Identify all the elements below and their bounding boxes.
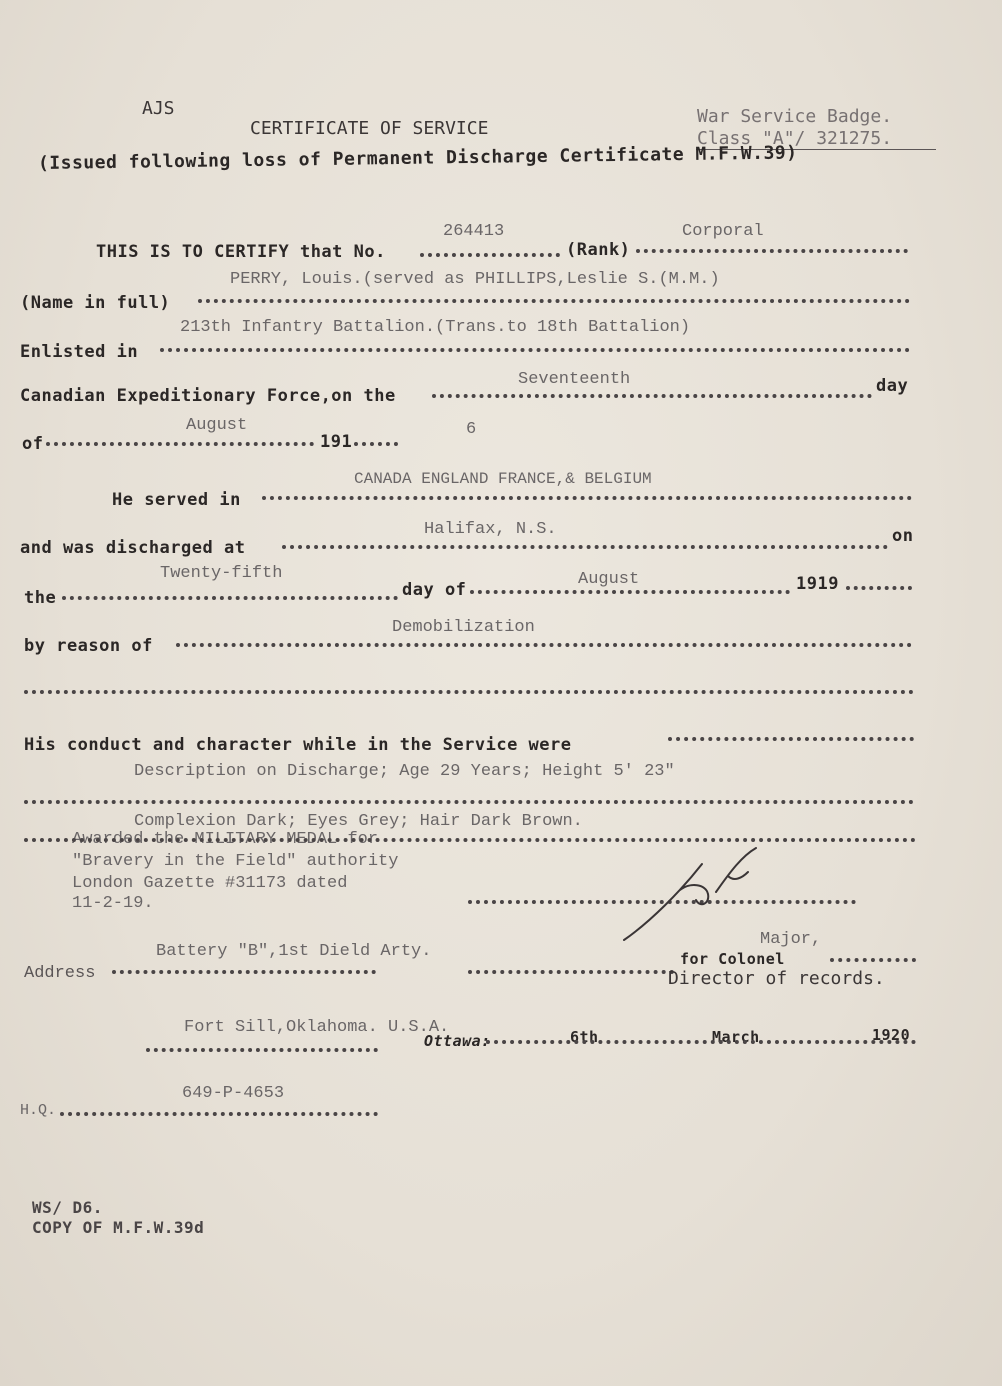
dotted-leader bbox=[24, 838, 916, 842]
footer-line-1: WS/ D6. bbox=[32, 1198, 103, 1217]
enlist-day: Seventeenth bbox=[518, 370, 631, 389]
dotted-leader bbox=[468, 970, 674, 974]
discharge-month: August bbox=[578, 570, 640, 589]
address-line-2: Fort Sill,Oklahoma. U.S.A. bbox=[184, 1018, 450, 1037]
discharge-day: Twenty-fifth bbox=[160, 564, 283, 583]
complexion: Complexion Dark; Eyes Grey; Hair Dark Brown. bbox=[134, 812, 583, 831]
dotted-leader bbox=[354, 442, 398, 446]
enlisted-unit: 213th Infantry Battalion.(Trans.to 18th Battalion) bbox=[180, 318, 691, 337]
award-line-1: Awarded the MILITARY MEDAL for bbox=[72, 830, 379, 849]
dotted-leader bbox=[112, 970, 376, 974]
rank-value: Corporal bbox=[682, 222, 764, 241]
discharged-label: and was discharged at bbox=[20, 538, 246, 558]
cef-label: Canadian Expeditionary Force,on the bbox=[20, 386, 396, 406]
file-number: 649-P-4653 bbox=[182, 1084, 285, 1103]
dotted-leader bbox=[176, 643, 912, 647]
day-of-label: day of bbox=[402, 580, 467, 600]
badge-line-1: War Service Badge. bbox=[697, 106, 893, 127]
dotted-leader bbox=[62, 596, 398, 600]
award-line-2: "Bravery in the Field" authority bbox=[72, 852, 399, 871]
discharge-reason: Demobilization bbox=[392, 618, 535, 637]
dotted-leader bbox=[60, 1112, 378, 1116]
issue-day: 6th bbox=[570, 1028, 599, 1046]
dotted-leader bbox=[262, 496, 912, 500]
officer-signature bbox=[610, 842, 780, 952]
of-label: of bbox=[22, 434, 44, 454]
award-line-3: London Gazette #31173 dated bbox=[72, 874, 348, 893]
discharged-at: Halifax, N.S. bbox=[424, 520, 557, 539]
typist-initials: AJS bbox=[142, 98, 175, 119]
name-label: (Name in full) bbox=[20, 293, 171, 313]
director-of-records: Director of records. bbox=[668, 968, 885, 989]
dotted-leader bbox=[830, 958, 916, 962]
served-label: He served in bbox=[112, 490, 241, 510]
issue-place: Ottawa: bbox=[424, 1032, 491, 1050]
hq-label: H.Q. bbox=[20, 1102, 57, 1119]
reason-label: by reason of bbox=[24, 636, 153, 656]
discharge-year: 1919 bbox=[796, 574, 839, 594]
dotted-leader bbox=[846, 586, 912, 590]
badge-line-2: Class "A"/ 321275. bbox=[697, 128, 893, 149]
dotted-leader bbox=[160, 348, 910, 352]
dotted-leader bbox=[668, 737, 914, 741]
dotted-leader bbox=[470, 590, 790, 594]
dotted-leader bbox=[282, 545, 888, 549]
day-label: day bbox=[876, 376, 909, 396]
enlist-month: August bbox=[186, 416, 248, 435]
on-label: on bbox=[892, 526, 914, 546]
for-colonel: for Colonel bbox=[680, 950, 785, 968]
year-prefix: 191 bbox=[320, 432, 353, 452]
enlisted-label: Enlisted in bbox=[20, 342, 139, 362]
full-name: PERRY, Louis.(served as PHILLIPS,Leslie S.(M.M.) bbox=[230, 270, 720, 289]
dotted-leader bbox=[24, 690, 914, 694]
issue-month: March bbox=[712, 1028, 760, 1046]
rank-label: (Rank) bbox=[566, 240, 631, 260]
issue-year: 1920 bbox=[872, 1026, 911, 1044]
issued-note: (Issued following loss of Permanent Discharge Certificate M.F.W.39) bbox=[37, 142, 798, 174]
conduct-label: His conduct and character while in the Service were bbox=[24, 735, 572, 755]
signer-rank: Major, bbox=[760, 930, 822, 949]
dotted-leader bbox=[46, 442, 314, 446]
address-line-1: Battery "B",1st Dield Arty. bbox=[156, 942, 432, 961]
the-label: the bbox=[24, 588, 57, 608]
dotted-leader bbox=[146, 1048, 378, 1052]
service-number: 264413 bbox=[443, 222, 505, 241]
dotted-leader bbox=[24, 800, 914, 804]
footer-line-2: COPY OF M.F.W.39d bbox=[32, 1218, 205, 1237]
document-title: CERTIFICATE OF SERVICE bbox=[250, 118, 489, 139]
dotted-leader bbox=[486, 1040, 916, 1044]
dotted-leader bbox=[432, 394, 872, 398]
certify-label: THIS IS TO CERTIFY that No. bbox=[96, 242, 386, 262]
served-in: CANADA ENGLAND FRANCE,& BELGIUM bbox=[354, 470, 652, 488]
award-line-4: 11-2-19. bbox=[72, 894, 154, 913]
dotted-leader bbox=[420, 253, 560, 257]
dotted-leader bbox=[198, 299, 910, 303]
discharge-description: Description on Discharge; Age 29 Years; Height 5' 23" bbox=[134, 762, 675, 781]
address-label: Address bbox=[24, 964, 96, 983]
enlist-year-digit: 6 bbox=[466, 420, 477, 439]
dotted-leader bbox=[636, 249, 908, 253]
